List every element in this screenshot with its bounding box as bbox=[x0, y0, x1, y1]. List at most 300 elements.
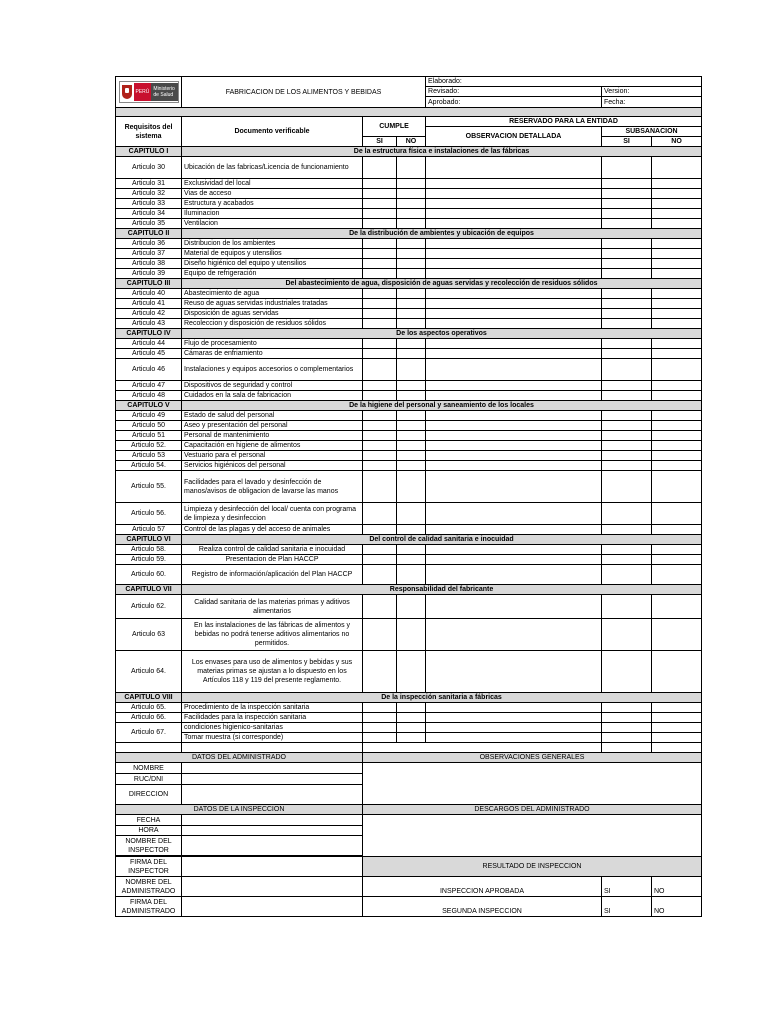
document-cell: Procedimiento de la inspección sanitaria bbox=[182, 703, 363, 713]
subsanacion-no-cell[interactable] bbox=[652, 525, 702, 535]
cumple-si-cell[interactable] bbox=[363, 545, 397, 555]
subsanacion-no-cell[interactable] bbox=[652, 349, 702, 359]
subsanacion-si-cell[interactable] bbox=[602, 555, 652, 565]
article-cell: Articulo 55. bbox=[116, 471, 182, 503]
col-cumple: CUMPLE bbox=[363, 117, 426, 137]
cumple-no-cell[interactable] bbox=[397, 391, 426, 401]
observacion-cell[interactable] bbox=[426, 723, 602, 733]
subsanacion-no-cell[interactable] bbox=[652, 239, 702, 249]
article-cell: Articulo 58. bbox=[116, 545, 182, 555]
cumple-si-cell[interactable] bbox=[363, 441, 397, 451]
cumple-si-cell[interactable] bbox=[363, 595, 397, 619]
observacion-cell[interactable] bbox=[426, 179, 602, 189]
subsanacion-no-cell[interactable] bbox=[652, 441, 702, 451]
cumple-si-cell[interactable] bbox=[363, 289, 397, 299]
coat-of-arms-icon bbox=[122, 85, 132, 99]
requirement-row bbox=[116, 723, 702, 733]
subsanacion-no-cell[interactable] bbox=[652, 209, 702, 219]
ruc-field[interactable] bbox=[182, 774, 363, 785]
cumple-si-cell[interactable] bbox=[363, 239, 397, 249]
observacion-cell[interactable] bbox=[426, 733, 602, 743]
subsanacion-si-cell[interactable] bbox=[602, 391, 652, 401]
subsanacion-no-cell[interactable] bbox=[652, 269, 702, 279]
cumple-no-cell[interactable] bbox=[397, 525, 426, 535]
article-cell: Articulo 31 bbox=[116, 179, 182, 189]
subsanacion-no-cell[interactable] bbox=[652, 451, 702, 461]
cumple-no-cell[interactable] bbox=[397, 209, 426, 219]
chapter-label: CAPITULO V bbox=[116, 401, 182, 411]
observacion-cell[interactable] bbox=[426, 157, 602, 179]
observacion-cell[interactable] bbox=[426, 259, 602, 269]
administrado-header-row bbox=[116, 753, 702, 763]
observacion-cell[interactable] bbox=[426, 391, 602, 401]
subsanacion-no-cell[interactable] bbox=[652, 289, 702, 299]
cumple-si-cell[interactable] bbox=[363, 431, 397, 441]
cumple-no-cell[interactable] bbox=[397, 471, 426, 503]
subsanacion-si-cell[interactable] bbox=[602, 269, 652, 279]
footer-table bbox=[115, 742, 702, 917]
observacion-cell[interactable] bbox=[426, 209, 602, 219]
cumple-si-cell[interactable] bbox=[363, 555, 397, 565]
subsanacion-si-cell[interactable] bbox=[602, 189, 652, 199]
article-cell: Articulo 38 bbox=[116, 259, 182, 269]
observacion-cell[interactable] bbox=[426, 289, 602, 299]
cumple-no-cell[interactable] bbox=[397, 239, 426, 249]
cumple-no-cell[interactable] bbox=[397, 179, 426, 189]
requirement-row bbox=[116, 421, 702, 431]
subsanacion-no-cell[interactable] bbox=[652, 461, 702, 471]
document-cell: Dispositivos de seguridad y control bbox=[182, 381, 363, 391]
article-cell: Articulo 63 bbox=[116, 619, 182, 651]
chapter-row bbox=[116, 279, 702, 289]
subsanacion-si-cell[interactable] bbox=[602, 289, 652, 299]
observacion-cell[interactable] bbox=[426, 219, 602, 229]
subsanacion-si-cell[interactable] bbox=[602, 525, 652, 535]
cumple-si-cell[interactable] bbox=[363, 339, 397, 349]
document-cell: Aseo y presentación del personal bbox=[182, 421, 363, 431]
subsanacion-no-cell[interactable] bbox=[652, 219, 702, 229]
observaciones-field[interactable] bbox=[363, 763, 702, 805]
nombre-administrado-row bbox=[116, 877, 702, 897]
cumple-si-cell[interactable] bbox=[363, 461, 397, 471]
document-cell: Distribucion de los ambientes bbox=[182, 239, 363, 249]
observacion-cell[interactable] bbox=[426, 349, 602, 359]
cumple-no-cell[interactable] bbox=[397, 619, 426, 651]
subsanacion-no-cell[interactable] bbox=[652, 249, 702, 259]
cumple-si-cell[interactable] bbox=[363, 199, 397, 209]
observacion-cell[interactable] bbox=[426, 319, 602, 329]
subsanacion-si-cell[interactable] bbox=[602, 209, 652, 219]
subsanacion-no-cell[interactable] bbox=[652, 309, 702, 319]
nombre-field[interactable] bbox=[182, 763, 363, 774]
document-cell: Diseño higiénico del equipo y utensilios bbox=[182, 259, 363, 269]
subsanacion-no-cell[interactable] bbox=[652, 359, 702, 381]
col-observacion: OBSERVACION DETALLADA bbox=[426, 127, 602, 147]
chapter-title: Del control de calidad sanitaria e inocuidad bbox=[182, 535, 702, 545]
aprobada-si[interactable]: SI bbox=[602, 877, 652, 897]
subsanacion-no-cell[interactable] bbox=[652, 179, 702, 189]
subsanacion-no-cell[interactable] bbox=[652, 411, 702, 421]
subsanacion-no-cell[interactable] bbox=[652, 421, 702, 431]
chapter-label: CAPITULO II bbox=[116, 229, 182, 239]
subsanacion-no-cell[interactable] bbox=[652, 703, 702, 713]
cumple-no-cell[interactable] bbox=[397, 199, 426, 209]
requirement-row bbox=[116, 555, 702, 565]
observacion-cell[interactable] bbox=[426, 619, 602, 651]
revisado-field[interactable]: Revisado: bbox=[426, 87, 602, 97]
segunda-si[interactable]: SI bbox=[602, 897, 652, 917]
subsanacion-no-cell[interactable] bbox=[652, 651, 702, 693]
cumple-no-cell[interactable] bbox=[397, 451, 426, 461]
cumple-no-cell[interactable] bbox=[397, 461, 426, 471]
subsanacion-si-cell[interactable] bbox=[602, 461, 652, 471]
logo-cell bbox=[116, 77, 182, 108]
version-field[interactable]: Version: bbox=[602, 87, 702, 97]
chapter-row bbox=[116, 229, 702, 239]
cumple-si-cell[interactable] bbox=[363, 157, 397, 179]
cumple-si-cell[interactable] bbox=[363, 189, 397, 199]
cumple-no-cell[interactable] bbox=[397, 259, 426, 269]
observacion-cell[interactable] bbox=[426, 555, 602, 565]
aprobada-no[interactable]: NO bbox=[652, 877, 702, 897]
requirement-row bbox=[116, 431, 702, 441]
requirement-row bbox=[116, 441, 702, 451]
subsanacion-no-cell[interactable] bbox=[652, 545, 702, 555]
cumple-no-cell[interactable] bbox=[397, 421, 426, 431]
article-cell: Articulo 47 bbox=[116, 381, 182, 391]
article-cell: Articulo 35 bbox=[116, 219, 182, 229]
subsanacion-no-cell[interactable] bbox=[652, 339, 702, 349]
subsanacion-si-cell[interactable] bbox=[602, 411, 652, 421]
document-cell: Abastecimiento de agua bbox=[182, 289, 363, 299]
fecha-label: FECHA bbox=[116, 815, 182, 826]
observacion-cell[interactable] bbox=[426, 651, 602, 693]
cumple-si-cell[interactable] bbox=[363, 391, 397, 401]
cumple-si-cell[interactable] bbox=[363, 249, 397, 259]
cumple-si-cell[interactable] bbox=[363, 451, 397, 461]
direccion-field[interactable] bbox=[182, 785, 363, 805]
cumple-no-cell[interactable] bbox=[397, 299, 426, 309]
cumple-no-cell[interactable] bbox=[397, 431, 426, 441]
subsanacion-si-cell[interactable] bbox=[602, 471, 652, 503]
article-cell: Articulo 45 bbox=[116, 349, 182, 359]
chapter-title: Del abastecimiento de agua, disposición de aguas servidas y recolección de residuos sólidos bbox=[182, 279, 702, 289]
cumple-no-cell[interactable] bbox=[397, 319, 426, 329]
cumple-si-cell[interactable] bbox=[363, 503, 397, 525]
requirement-row bbox=[116, 703, 702, 713]
cumple-si-cell[interactable] bbox=[363, 619, 397, 651]
requirement-row bbox=[116, 209, 702, 219]
article-cell: Articulo 37 bbox=[116, 249, 182, 259]
cumple-no-cell[interactable] bbox=[397, 441, 426, 451]
cumple-no-cell[interactable] bbox=[397, 703, 426, 713]
subsanacion-no-cell[interactable] bbox=[652, 733, 702, 743]
observacion-cell[interactable] bbox=[426, 565, 602, 585]
subsanacion-si-cell[interactable] bbox=[602, 441, 652, 451]
subsanacion-si-cell[interactable] bbox=[602, 239, 652, 249]
subsanacion-si-cell[interactable] bbox=[602, 713, 652, 723]
requirement-row bbox=[116, 525, 702, 535]
article-cell: Articulo 62. bbox=[116, 595, 182, 619]
document-cell: Los envases para uso de alimentos y bebidas y sus materias primas se ajustan a lo dispuesto en los Artículos 118 y 119 del presente reglamento. bbox=[182, 651, 363, 693]
subsanacion-si-cell[interactable] bbox=[602, 179, 652, 189]
subsanacion-no-cell[interactable] bbox=[652, 595, 702, 619]
subsanacion-no-cell[interactable] bbox=[652, 157, 702, 179]
observacion-cell[interactable] bbox=[426, 239, 602, 249]
observacion-cell[interactable] bbox=[426, 421, 602, 431]
article-cell: Articulo 60. bbox=[116, 565, 182, 585]
subsanacion-si-cell[interactable] bbox=[602, 381, 652, 391]
observacion-cell[interactable] bbox=[426, 381, 602, 391]
document-cell: Exclusividad del local bbox=[182, 179, 363, 189]
cumple-si-cell[interactable] bbox=[363, 723, 397, 733]
cumple-no-cell[interactable] bbox=[397, 545, 426, 555]
cumple-no-cell[interactable] bbox=[397, 269, 426, 279]
cumple-si-cell[interactable] bbox=[363, 219, 397, 229]
cumple-si-cell[interactable] bbox=[363, 565, 397, 585]
observacion-cell[interactable] bbox=[426, 441, 602, 451]
cumple-si-cell[interactable] bbox=[363, 733, 397, 743]
cumple-no-cell[interactable] bbox=[397, 565, 426, 585]
observacion-cell[interactable] bbox=[426, 431, 602, 441]
fecha-input[interactable] bbox=[182, 815, 363, 826]
subsanacion-no-cell[interactable] bbox=[652, 319, 702, 329]
article-cell: Articulo 56. bbox=[116, 503, 182, 525]
document-cell: Realiza control de calidad sanitaria e inocuidad bbox=[182, 545, 363, 555]
subsanacion-si-cell[interactable] bbox=[602, 249, 652, 259]
cumple-si-cell[interactable] bbox=[363, 299, 397, 309]
subsanacion-no-cell[interactable] bbox=[652, 565, 702, 585]
observacion-cell[interactable] bbox=[426, 471, 602, 503]
subsanacion-si-cell[interactable] bbox=[602, 431, 652, 441]
article-cell: Articulo 52. bbox=[116, 441, 182, 451]
cumple-no-cell[interactable] bbox=[397, 555, 426, 565]
subsanacion-si-cell[interactable] bbox=[602, 309, 652, 319]
cumple-no-cell[interactable] bbox=[397, 349, 426, 359]
firma-administrado-input[interactable] bbox=[182, 897, 363, 917]
subsanacion-si-cell[interactable] bbox=[602, 733, 652, 743]
requirement-row bbox=[116, 249, 702, 259]
requirement-row bbox=[116, 349, 702, 359]
subsanacion-no-cell[interactable] bbox=[652, 723, 702, 733]
chapter-label: CAPITULO VI bbox=[116, 535, 182, 545]
subsanacion-si-cell[interactable] bbox=[602, 503, 652, 525]
chapter-label: CAPITULO VIII bbox=[116, 693, 182, 703]
document-cell: Ventilacion bbox=[182, 219, 363, 229]
subsanacion-si-cell[interactable] bbox=[602, 651, 652, 693]
observacion-cell[interactable] bbox=[426, 199, 602, 209]
nombre-inspector-input[interactable] bbox=[182, 836, 363, 856]
chapter-row bbox=[116, 585, 702, 595]
cumple-si-cell[interactable] bbox=[363, 209, 397, 219]
chapter-row bbox=[116, 147, 702, 157]
segunda-no[interactable]: NO bbox=[652, 897, 702, 917]
fecha-row bbox=[116, 815, 702, 826]
form-title: FABRICACION DE LOS ALIMENTOS Y BEBIDAS bbox=[182, 77, 426, 108]
document-cell: condiciones higienico-sanitarias bbox=[182, 723, 363, 733]
cumple-si-cell[interactable] bbox=[363, 349, 397, 359]
subsanacion-si-cell[interactable] bbox=[602, 723, 652, 733]
subsanacion-si-cell[interactable] bbox=[602, 259, 652, 269]
subsanacion-no-cell[interactable] bbox=[652, 381, 702, 391]
cumple-no-cell[interactable] bbox=[397, 289, 426, 299]
requirement-row bbox=[116, 179, 702, 189]
article-cell: Articulo 51 bbox=[116, 431, 182, 441]
subsanacion-no-cell[interactable] bbox=[652, 471, 702, 503]
chapter-row bbox=[116, 535, 702, 545]
document-cell: Material de equipos y utensilios bbox=[182, 249, 363, 259]
cumple-si-cell[interactable] bbox=[363, 703, 397, 713]
subsanacion-no-cell[interactable] bbox=[652, 431, 702, 441]
cumple-si-cell[interactable] bbox=[363, 179, 397, 189]
cumple-no-cell[interactable] bbox=[397, 651, 426, 693]
observacion-cell[interactable] bbox=[426, 461, 602, 471]
requirement-row bbox=[116, 189, 702, 199]
observaciones-title: OBSERVACIONES GENERALES bbox=[363, 753, 702, 763]
nombre-administrado-label: NOMBRE DEL ADMINISTRADO bbox=[116, 877, 182, 897]
subsanacion-si-cell[interactable] bbox=[602, 157, 652, 179]
article-cell: Articulo 46 bbox=[116, 359, 182, 381]
subsanacion-no-cell[interactable] bbox=[652, 713, 702, 723]
article-cell: Articulo 59. bbox=[116, 555, 182, 565]
inspeccion-title: DATOS DE LA INSPECCION bbox=[116, 805, 363, 815]
subsanacion-no-cell[interactable] bbox=[652, 259, 702, 269]
subsanacion-si-cell[interactable] bbox=[602, 565, 652, 585]
nombre-administrado-input[interactable] bbox=[182, 877, 363, 897]
observacion-cell[interactable] bbox=[426, 545, 602, 555]
subsanacion-si-cell[interactable] bbox=[602, 219, 652, 229]
observacion-cell[interactable] bbox=[426, 249, 602, 259]
observacion-cell[interactable] bbox=[426, 299, 602, 309]
observacion-cell[interactable] bbox=[426, 189, 602, 199]
logo-ministry: Ministerio de Salud bbox=[151, 83, 177, 101]
requirement-row bbox=[116, 595, 702, 619]
chapter-row bbox=[116, 693, 702, 703]
nombre-label: NOMBRE bbox=[116, 763, 182, 774]
article-cell: Articulo 65. bbox=[116, 703, 182, 713]
cumple-no-cell[interactable] bbox=[397, 713, 426, 723]
aprobado-field[interactable]: Aprobado: bbox=[426, 97, 602, 108]
subsanacion-si-cell[interactable] bbox=[602, 703, 652, 713]
article-cell: Articulo 57 bbox=[116, 525, 182, 535]
subsanacion-si-cell[interactable] bbox=[602, 595, 652, 619]
cumple-si-cell[interactable] bbox=[363, 421, 397, 431]
observacion-cell[interactable] bbox=[426, 269, 602, 279]
subsanacion-si-cell[interactable] bbox=[602, 339, 652, 349]
cumple-no-cell[interactable] bbox=[397, 381, 426, 391]
cumple-si-cell[interactable] bbox=[363, 309, 397, 319]
observacion-cell[interactable] bbox=[426, 359, 602, 381]
article-cell: Articulo 39 bbox=[116, 269, 182, 279]
subsanacion-no-cell[interactable] bbox=[652, 189, 702, 199]
cumple-no-cell[interactable] bbox=[397, 339, 426, 349]
subsanacion-si-cell[interactable] bbox=[602, 619, 652, 651]
cumple-no-cell[interactable] bbox=[397, 503, 426, 525]
observacion-cell[interactable] bbox=[426, 309, 602, 319]
cumple-no-cell[interactable] bbox=[397, 189, 426, 199]
cumple-no-cell[interactable] bbox=[397, 595, 426, 619]
cumple-no-cell[interactable] bbox=[397, 249, 426, 259]
subsanacion-si-cell[interactable] bbox=[602, 359, 652, 381]
subsanacion-no-cell[interactable] bbox=[652, 299, 702, 309]
chapter-row bbox=[116, 401, 702, 411]
requirement-row bbox=[116, 319, 702, 329]
cumple-no-cell[interactable] bbox=[397, 411, 426, 421]
observacion-cell[interactable] bbox=[426, 713, 602, 723]
cumple-si-cell[interactable] bbox=[363, 269, 397, 279]
document-cell: Disposición de aguas servidas bbox=[182, 309, 363, 319]
cumple-no-cell[interactable] bbox=[397, 723, 426, 733]
firma-inspector-input[interactable] bbox=[182, 857, 363, 877]
observacion-cell[interactable] bbox=[426, 703, 602, 713]
document-cell: Instalaciones y equipos accesorios o complementarios bbox=[182, 359, 363, 381]
subsanacion-no-cell[interactable] bbox=[652, 503, 702, 525]
article-cell: Articulo 44 bbox=[116, 339, 182, 349]
requirement-row bbox=[116, 471, 702, 503]
article-cell: Articulo 42 bbox=[116, 309, 182, 319]
cumple-si-cell[interactable] bbox=[363, 713, 397, 723]
subsanacion-si-cell[interactable] bbox=[602, 545, 652, 555]
observacion-cell[interactable] bbox=[426, 451, 602, 461]
cumple-si-cell[interactable] bbox=[363, 411, 397, 421]
cumple-no-cell[interactable] bbox=[397, 219, 426, 229]
document-cell: Iluminacion bbox=[182, 209, 363, 219]
observacion-cell[interactable] bbox=[426, 525, 602, 535]
article-cell: Articulo 48 bbox=[116, 391, 182, 401]
article-cell: Articulo 43 bbox=[116, 319, 182, 329]
fecha-field[interactable]: Fecha: bbox=[602, 97, 702, 108]
cumple-si-cell[interactable] bbox=[363, 259, 397, 269]
cumple-si-cell[interactable] bbox=[363, 525, 397, 535]
subsanacion-si-cell[interactable] bbox=[602, 319, 652, 329]
cumple-si-cell[interactable] bbox=[363, 319, 397, 329]
subsanacion-si-cell[interactable] bbox=[602, 199, 652, 209]
descargos-title: DESCARGOS DEL ADMINISTRADO bbox=[363, 805, 702, 815]
subsanacion-no-cell[interactable] bbox=[652, 619, 702, 651]
document-cell: Personal de mantenimiento bbox=[182, 431, 363, 441]
cumple-no-cell[interactable] bbox=[397, 733, 426, 743]
document-cell: Facilidades para la inspección sanitaria bbox=[182, 713, 363, 723]
elaborado-field[interactable]: Elaborado: bbox=[426, 77, 702, 87]
cumple-si-cell[interactable] bbox=[363, 381, 397, 391]
observacion-cell[interactable] bbox=[426, 595, 602, 619]
observacion-cell[interactable] bbox=[426, 411, 602, 421]
subsanacion-si-cell[interactable] bbox=[602, 421, 652, 431]
requirement-row bbox=[116, 651, 702, 693]
subsanacion-no-cell[interactable] bbox=[652, 391, 702, 401]
firma-inspector-label: FIRMA DEL INSPECTOR bbox=[116, 857, 182, 877]
descargos-field[interactable] bbox=[363, 815, 702, 857]
subsanacion-no-cell[interactable] bbox=[652, 555, 702, 565]
firma-inspector-row bbox=[116, 857, 702, 877]
cumple-si-cell[interactable] bbox=[363, 651, 397, 693]
subsanacion-si-cell[interactable] bbox=[602, 349, 652, 359]
cumple-si-cell[interactable] bbox=[363, 471, 397, 503]
subsanacion-si-cell[interactable] bbox=[602, 299, 652, 309]
subsanacion-si-cell[interactable] bbox=[602, 451, 652, 461]
cumple-no-cell[interactable] bbox=[397, 157, 426, 179]
subsanacion-no-cell[interactable] bbox=[652, 199, 702, 209]
requirement-row bbox=[116, 619, 702, 651]
requirement-row bbox=[116, 259, 702, 269]
observacion-cell[interactable] bbox=[426, 503, 602, 525]
cumple-si-cell[interactable] bbox=[363, 359, 397, 381]
observacion-cell[interactable] bbox=[426, 339, 602, 349]
cumple-no-cell[interactable] bbox=[397, 309, 426, 319]
cumple-no-cell[interactable] bbox=[397, 359, 426, 381]
hora-input[interactable] bbox=[182, 826, 363, 836]
document-cell: Cuidados en la sala de fabricacion bbox=[182, 391, 363, 401]
